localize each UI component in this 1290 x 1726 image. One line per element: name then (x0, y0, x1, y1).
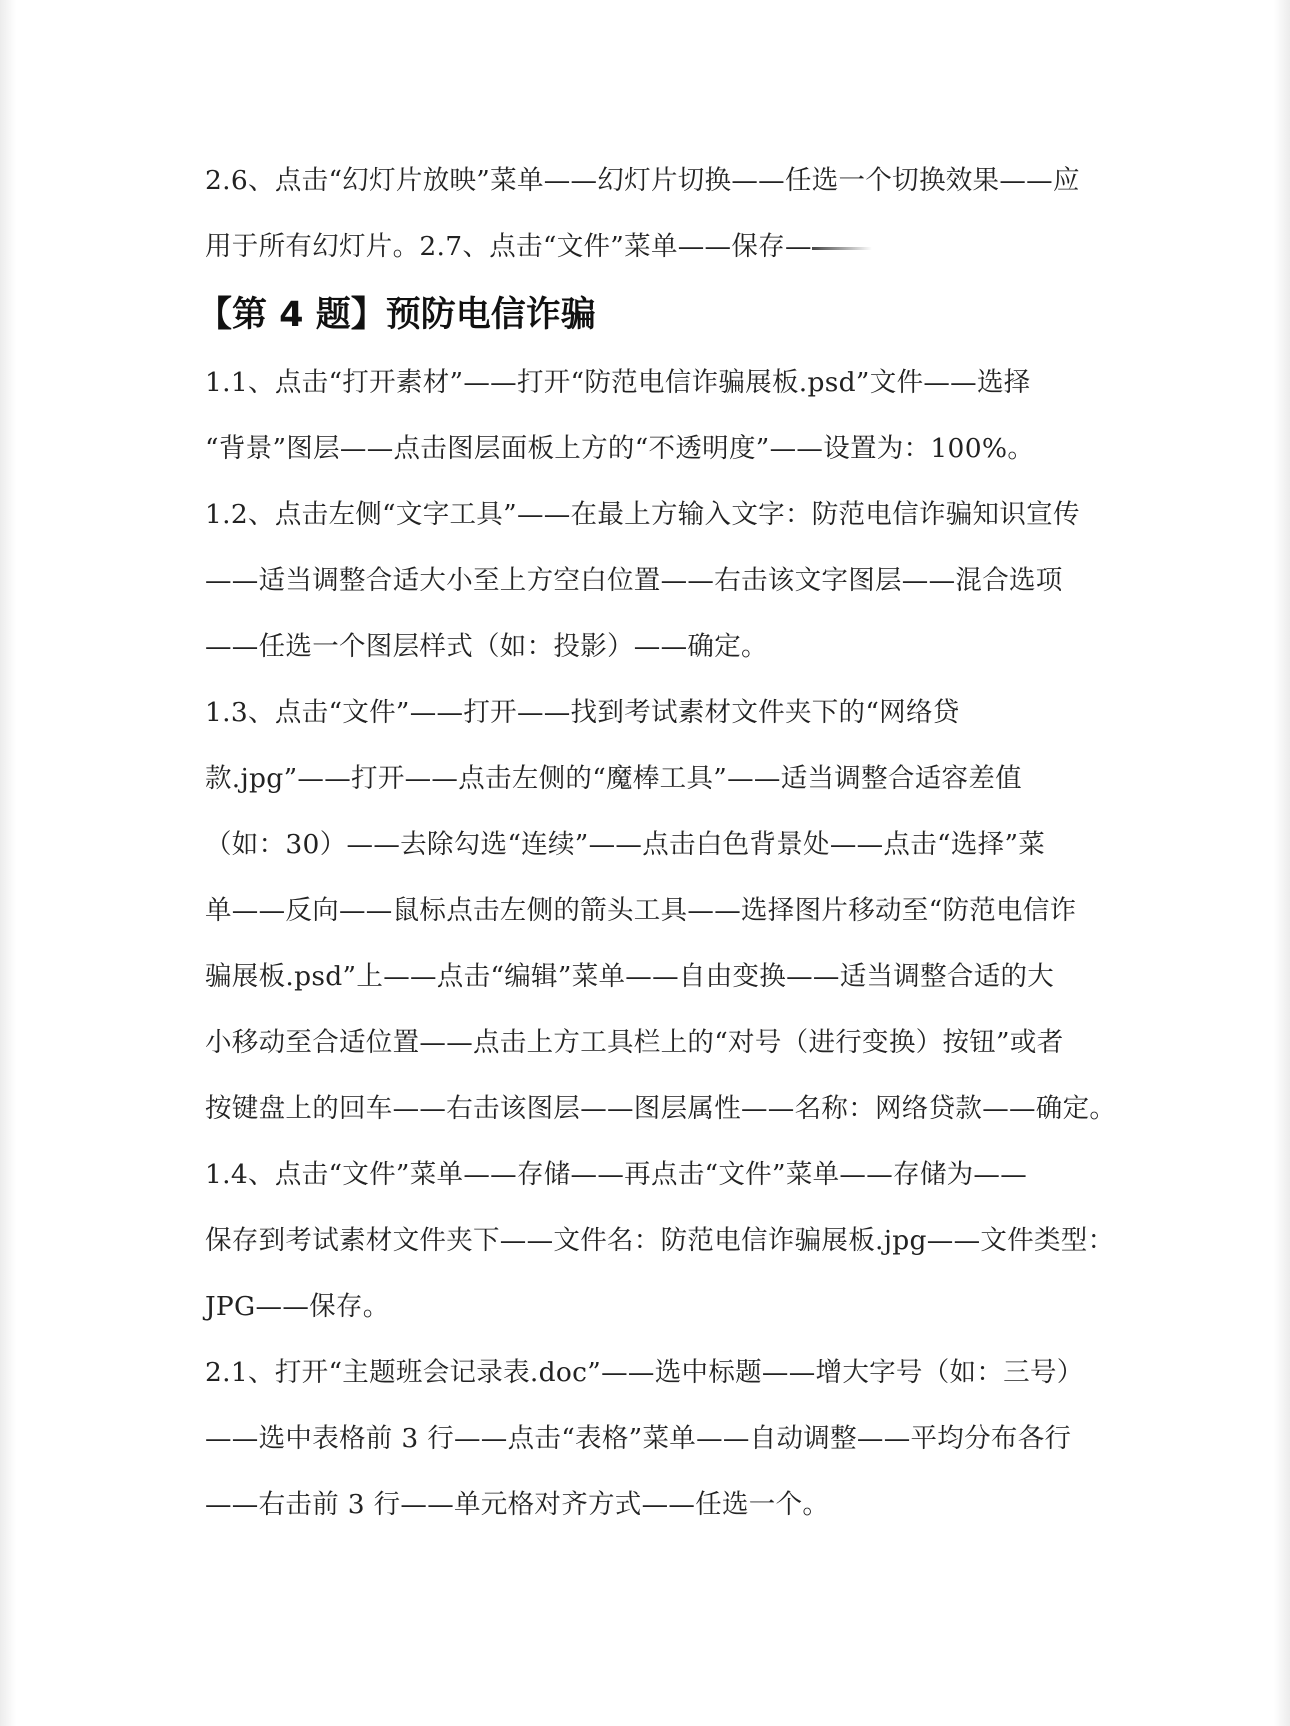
text-line-2-7-text: 用于所有幻灯片。2.7、点击“文件”菜单——保存— (205, 231, 812, 262)
paragraph-line: （如：30）——去除勾选“连续”——点击白色背景处——点击“选择”菜 (205, 829, 1046, 860)
faded-dash (812, 247, 872, 250)
paragraph-line: 小移动至合适位置——点击上方工具栏上的“对号（进行变换）按钮”或者 (205, 1027, 1064, 1058)
paragraph-line: ——适当调整合适大小至上方空白位置——右击该文字图层——混合选项 (205, 565, 1063, 596)
paragraph-line: ——右击前 3 行——单元格对齐方式——任选一个。 (205, 1489, 830, 1520)
paragraph-line: 2.1、打开“主题班会记录表.doc”——选中标题——增大字号（如：三号） (205, 1357, 1084, 1388)
paragraph-line: 单——反向——鼠标点击左侧的箭头工具——选择图片移动至“防范电信诈 (205, 895, 1077, 926)
paragraph-line: 保存到考试素材文件夹下——文件名：防范电信诈骗展板.jpg——文件类型： (205, 1225, 1115, 1256)
section-heading: 【第 4 题】预防电信诈骗 (197, 295, 596, 335)
paragraph-line: 骗展板.psd”上——点击“编辑”菜单——自由变换——适当调整合适的大 (205, 961, 1055, 992)
paragraph-line: “背景”图层——点击图层面板上方的“不透明度”——设置为：100%。 (205, 433, 1035, 464)
paragraph-line: 1.1、点击“打开素材”——打开“防范电信诈骗展板.psd”文件——选择 (205, 367, 1031, 398)
paragraph-line: JPG——保存。 (205, 1291, 390, 1322)
paragraph-line: 按键盘上的回车——右击该图层——图层属性——名称：网络贷款——确定。 (205, 1093, 1117, 1124)
paragraph-line: 款.jpg”——打开——点击左侧的“魔棒工具”——适当调整合适容差值 (205, 763, 1022, 794)
paragraph-line: ——选中表格前 3 行——点击“表格”菜单——自动调整——平均分布各行 (205, 1423, 1072, 1454)
page-shadow-left (0, 0, 16, 1726)
text-line-2-6: 2.6、点击“幻灯片放映”菜单——幻灯片切换——任选一个切换效果——应 (205, 165, 1080, 196)
paragraph-line: ——任选一个图层样式（如：投影）——确定。 (205, 631, 768, 662)
document-body (197, 148, 1117, 1538)
paragraph-line: 1.2、点击左侧“文字工具”——在最上方输入文字：防范电信诈骗知识宣传 (205, 499, 1080, 530)
paragraph-line: 1.3、点击“文件”——打开——找到考试素材文件夹下的“网络贷 (205, 697, 960, 728)
text-line-2-7 (205, 214, 1095, 280)
page-shadow-right (1274, 0, 1290, 1726)
paragraph-line: 1.4、点击“文件”菜单——存储——再点击“文件”菜单——存储为—— (205, 1159, 1028, 1190)
